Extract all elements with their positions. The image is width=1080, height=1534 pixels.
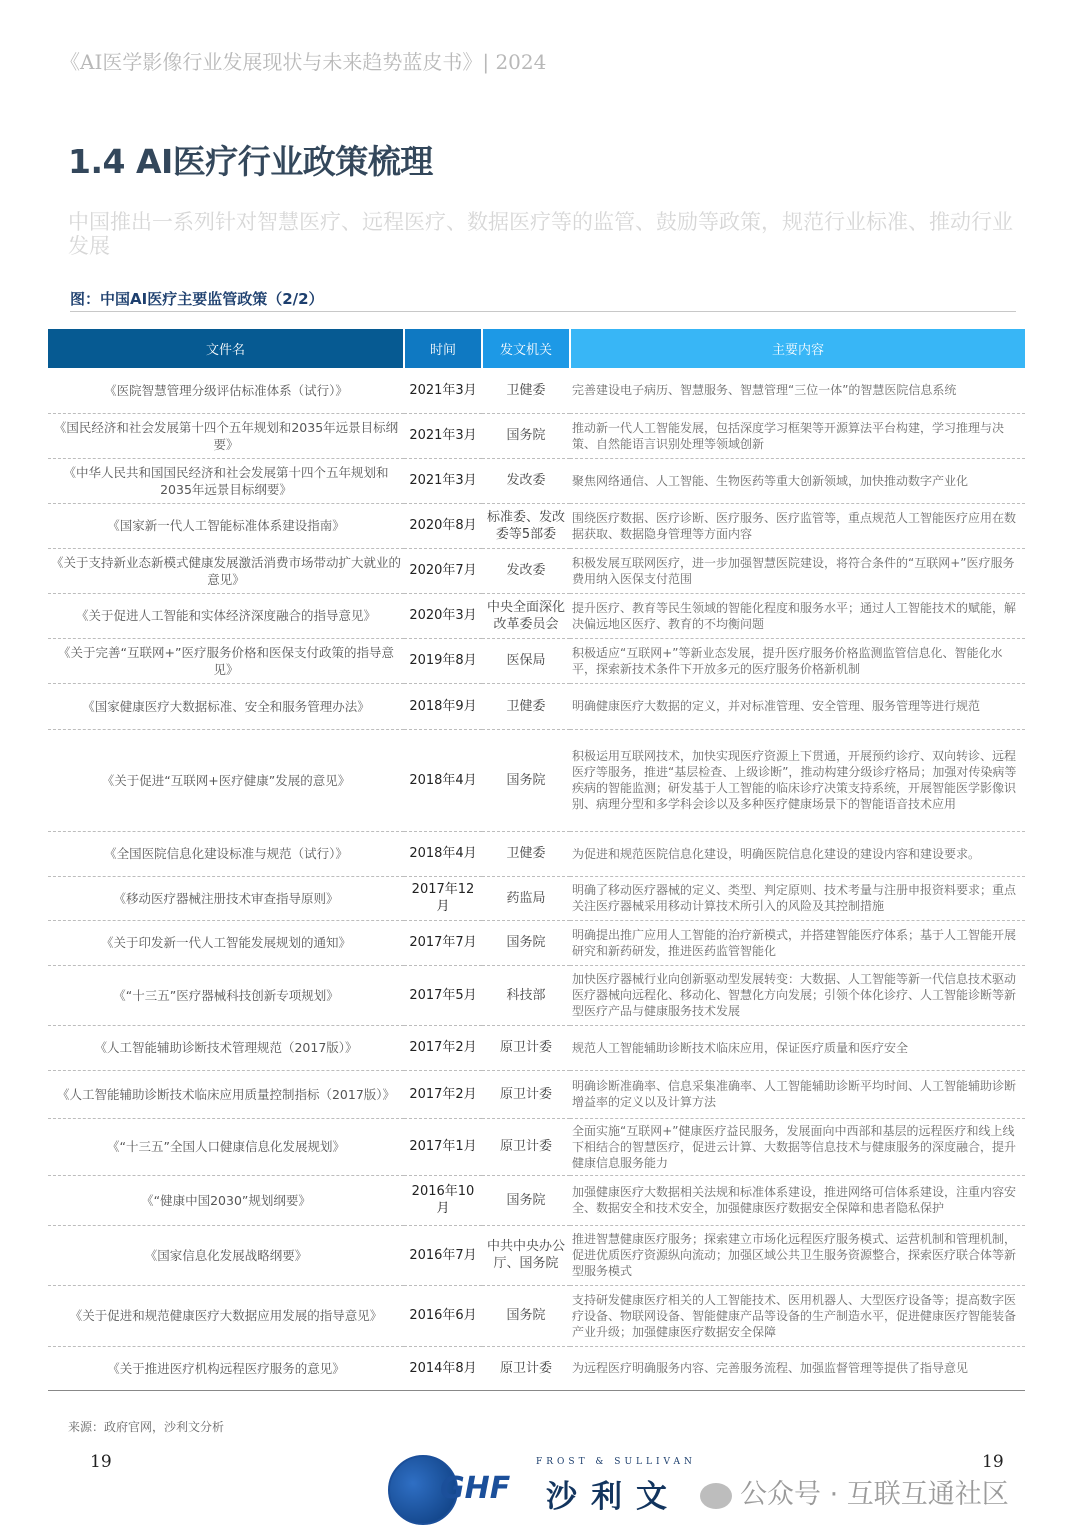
main-content-cell: 明确提出推广应用人工智能的治疗新模式，并搭建智能医疗体系；基于人工智能开展研究和新药研发，推进医药监管智能化 bbox=[570, 920, 1025, 965]
main-content-cell: 积极适应“互联网+”等新业态发展，提升医疗服务价格监测监管信息化、智能化水平，探索新技术条件下开放多元的医疗服务价格新机制 bbox=[570, 638, 1025, 683]
column-header-main-content: 主要内容 bbox=[570, 329, 1025, 368]
issuing-authority-cell: 国务院 bbox=[482, 1175, 570, 1225]
document-name-cell: 《关于支持新业态新模式健康发展激活消费市场带动扩大就业的意见》 bbox=[48, 548, 404, 593]
time-cell: 2017年2月 bbox=[404, 1025, 482, 1070]
table-row bbox=[48, 638, 1025, 683]
time-cell: 2017年2月 bbox=[404, 1070, 482, 1118]
table-row bbox=[48, 920, 1025, 965]
table-row bbox=[48, 368, 1025, 413]
issuing-authority-cell: 卫健委 bbox=[482, 368, 570, 413]
column-header-document-name: 文件名 bbox=[48, 329, 404, 368]
main-content-cell: 加强健康医疗大数据相关法规和标准体系建设，推进网络可信体系建设，注重内容安全、数据安全和技术安全，加强健康医疗数据安全保障和患者隐私保护 bbox=[570, 1175, 1025, 1225]
main-content-cell: 推进智慧健康医疗服务；探索建立市场化远程医疗服务模式、运营机制和管理机制，促进优质医疗资源纵向流动；加强区域公共卫生服务资源整合，探索医疗联合体等新型服务模式 bbox=[570, 1225, 1025, 1285]
main-content-cell: 为促进和规范医院信息化建设，明确医院信息化建设的建设内容和建设要求。 bbox=[570, 831, 1025, 876]
document-name-cell: 《“十三五”全国人口健康信息化发展规划》 bbox=[48, 1118, 404, 1175]
time-cell: 2020年8月 bbox=[404, 503, 482, 548]
document-name-cell: 《关于促进“互联网+医疗健康”发展的意见》 bbox=[48, 729, 404, 831]
section-title: 1.4 AI医疗行业政策梳理 bbox=[68, 142, 433, 181]
running-header: 《AI医学影像行业发展现状与未来趋势蓝皮书》| 2024 bbox=[60, 50, 547, 74]
time-cell: 2017年12月 bbox=[404, 876, 482, 920]
policy-table bbox=[48, 329, 1025, 1391]
main-content-cell: 聚焦网络通信、人工智能、生物医药等重大创新领域，加快推动数字产业化 bbox=[570, 458, 1025, 503]
issuing-authority-cell: 中共中央办公厅、国务院 bbox=[482, 1225, 570, 1285]
figure-title-divider bbox=[70, 311, 1016, 312]
main-content-cell: 全面实施“互联网+”健康医疗益民服务，发展面向中西部和基层的远程医疗和线上线下相结合的智慧医疗，促进云计算、大数据等信息技术与健康服务的深度融合，提升健康信息服务能力 bbox=[570, 1118, 1025, 1175]
issuing-authority-cell: 原卫计委 bbox=[482, 1025, 570, 1070]
issuing-authority-cell: 中央全面深化改革委员会 bbox=[482, 593, 570, 638]
document-name-cell: 《中华人民共和国国民经济和社会发展第十四个五年规划和2035年远景目标纲要》 bbox=[48, 458, 404, 503]
issuing-authority-cell: 药监局 bbox=[482, 876, 570, 920]
document-name-cell: 《关于促进人工智能和实体经济深度融合的指导意见》 bbox=[48, 593, 404, 638]
table-row bbox=[48, 593, 1025, 638]
main-content-cell: 积极运用互联网技术，加快实现医疗资源上下贯通，开展预约诊疗、双向转诊、远程医疗等服务，推进“基层检查、上级诊断”，推动构建分级诊疗格局；加强对传染病等疾病的智能监测；研发基于人工智能的临床诊疗决策支持系统，开展智能医学影像识别、病理分型和多学科会诊以及多种医疗健康场景下的智能语音技术应用 bbox=[570, 729, 1025, 831]
time-cell: 2020年7月 bbox=[404, 548, 482, 593]
main-content-cell: 积极发展互联网医疗，进一步加强智慧医院建设，将符合条件的“互联网+”医疗服务费用纳入医保支付范围 bbox=[570, 548, 1025, 593]
issuing-authority-cell: 国务院 bbox=[482, 920, 570, 965]
table-row bbox=[48, 1025, 1025, 1070]
table-row bbox=[48, 683, 1025, 729]
source-note: 来源：政府官网，沙利文分析 bbox=[68, 1420, 225, 1434]
issuing-authority-cell: 原卫计委 bbox=[482, 1346, 570, 1390]
time-cell: 2021年3月 bbox=[404, 368, 482, 413]
document-name-cell: 《全国医院信息化建设标准与规范（试行）》 bbox=[48, 831, 404, 876]
table-row bbox=[48, 1346, 1025, 1390]
table-row bbox=[48, 458, 1025, 503]
issuing-authority-cell: 卫健委 bbox=[482, 831, 570, 876]
main-content-cell: 推动新一代人工智能发展，包括深度学习框架等开源算法平台构建，学习推理与决策、自然能语言识别处理等领域创新 bbox=[570, 413, 1025, 458]
table-row bbox=[48, 1118, 1025, 1175]
time-cell: 2016年7月 bbox=[404, 1225, 482, 1285]
table-row bbox=[48, 1175, 1025, 1225]
main-content-cell: 围绕医疗数据、医疗诊断、医疗服务、医疗监管等，重点规范人工智能医疗应用在数据获取、数据隐身管理等方面内容 bbox=[570, 503, 1025, 548]
time-cell: 2017年5月 bbox=[404, 965, 482, 1025]
column-header-time: 时间 bbox=[404, 329, 482, 368]
table-row bbox=[48, 876, 1025, 920]
table-body bbox=[48, 368, 1025, 1390]
main-content-cell: 加快医疗器械行业向创新驱动型发展转变：大数据、人工智能等新一代信息技术驱动医疗器械向远程化、移动化、智慧化方向发展；引领个体化诊疗、人工智能诊断等新型医疗产品与健康服务技术发展 bbox=[570, 965, 1025, 1025]
issuing-authority-cell: 医保局 bbox=[482, 638, 570, 683]
time-cell: 2018年9月 bbox=[404, 683, 482, 729]
main-content-cell: 提升医疗、教育等民生领域的智能化程度和服务水平；通过人工智能技术的赋能，解决偏远地区医疗、教育的不均衡问题 bbox=[570, 593, 1025, 638]
ghf-logo-text: GHF bbox=[440, 1471, 511, 1506]
figure-title: 图：中国AI医疗主要监管政策（2/2） bbox=[70, 290, 324, 308]
time-cell: 2018年4月 bbox=[404, 729, 482, 831]
section-subtitle: 中国推出一系列针对智慧医疗、远程医疗、数据医疗等的监管、鼓励等政策，规范行业标准、推动行业发展 bbox=[68, 210, 1013, 258]
shaliwen-logo-text: 沙利文 bbox=[546, 1479, 681, 1515]
document-name-cell: 《人工智能辅助诊断技术管理规范（2017版）》 bbox=[48, 1025, 404, 1070]
issuing-authority-cell: 国务院 bbox=[482, 1285, 570, 1346]
wechat-icon bbox=[700, 1483, 732, 1509]
watermark bbox=[700, 1472, 1009, 1511]
table-row bbox=[48, 503, 1025, 548]
watermark-text: 公众号 · 互联互通社区 bbox=[740, 1479, 1009, 1510]
issuing-authority-cell: 国务院 bbox=[482, 729, 570, 831]
document-name-cell: 《“十三五”医疗器械科技创新专项规划》 bbox=[48, 965, 404, 1025]
time-cell: 2017年1月 bbox=[404, 1118, 482, 1175]
main-content-cell: 明确了移动医疗器械的定义、类型、判定原则、技术考量与注册申报资料要求；重点关注医疗器械采用移动计算技术所引入的风险及其控制措施 bbox=[570, 876, 1025, 920]
document-name-cell: 《国民经济和社会发展第十四个五年规划和2035年远景目标纲要》 bbox=[48, 413, 404, 458]
document-name-cell: 《关于推进医疗机构远程医疗服务的意见》 bbox=[48, 1346, 404, 1390]
table-row bbox=[48, 831, 1025, 876]
time-cell: 2017年7月 bbox=[404, 920, 482, 965]
document-name-cell: 《关于促进和规范健康医疗大数据应用发展的指导意见》 bbox=[48, 1285, 404, 1346]
document-name-cell: 《国家信息化发展战略纲要》 bbox=[48, 1225, 404, 1285]
time-cell: 2018年4月 bbox=[404, 831, 482, 876]
issuing-authority-cell: 发改委 bbox=[482, 548, 570, 593]
time-cell: 2014年8月 bbox=[404, 1346, 482, 1390]
time-cell: 2019年8月 bbox=[404, 638, 482, 683]
document-name-cell: 《国家新一代人工智能标准体系建设指南》 bbox=[48, 503, 404, 548]
time-cell: 2016年6月 bbox=[404, 1285, 482, 1346]
document-name-cell: 《关于完善“互联网+”医疗服务价格和医保支付政策的指导意见》 bbox=[48, 638, 404, 683]
table-row bbox=[48, 548, 1025, 593]
table-row bbox=[48, 729, 1025, 831]
main-content-cell: 明确诊断准确率、信息采集准确率、人工智能辅助诊断平均时间、人工智能辅助诊断增益率的定义以及计算方法 bbox=[570, 1070, 1025, 1118]
main-content-cell: 完善建设电子病历、智慧服务、智慧管理“三位一体”的智慧医院信息系统 bbox=[570, 368, 1025, 413]
table-row bbox=[48, 1285, 1025, 1346]
main-content-cell: 为远程医疗明确服务内容、完善服务流程、加强监督管理等提供了指导意见 bbox=[570, 1346, 1025, 1390]
table-row bbox=[48, 1070, 1025, 1118]
issuing-authority-cell: 卫健委 bbox=[482, 683, 570, 729]
main-content-cell: 支持研发健康医疗相关的人工智能技术、医用机器人、大型医疗设备等；提高数字医疗设备、物联网设备、智能健康产品等设备的生产制造水平，促进健康医疗智能装备产业升级；加强健康医疗数据安全保障 bbox=[570, 1285, 1025, 1346]
document-name-cell: 《关于印发新一代人工智能发展规划的通知》 bbox=[48, 920, 404, 965]
main-content-cell: 规范人工智能辅助诊断技术临床应用，保证医疗质量和医疗安全 bbox=[570, 1025, 1025, 1070]
issuing-authority-cell: 原卫计委 bbox=[482, 1070, 570, 1118]
table-row bbox=[48, 413, 1025, 458]
table-row bbox=[48, 965, 1025, 1025]
frost-sullivan-logo-text: FROST & SULLIVAN bbox=[536, 1457, 696, 1467]
document-name-cell: 《国家健康医疗大数据标准、安全和服务管理办法》 bbox=[48, 683, 404, 729]
main-content-cell: 明确健康医疗大数据的定义，并对标准管理、安全管理、服务管理等进行规范 bbox=[570, 683, 1025, 729]
issuing-authority-cell: 科技部 bbox=[482, 965, 570, 1025]
document-name-cell: 《人工智能辅助诊断技术临床应用质量控制指标（2017版）》 bbox=[48, 1070, 404, 1118]
page-number-right: 19 bbox=[982, 1452, 1004, 1472]
issuing-authority-cell: 国务院 bbox=[482, 413, 570, 458]
issuing-authority-cell: 原卫计委 bbox=[482, 1118, 570, 1175]
issuing-authority-cell: 标准委、发改委等5部委 bbox=[482, 503, 570, 548]
time-cell: 2016年10月 bbox=[404, 1175, 482, 1225]
document-name-cell: 《移动医疗器械注册技术审查指导原则》 bbox=[48, 876, 404, 920]
document-name-cell: 《医院智慧管理分级评估标准体系（试行）》 bbox=[48, 368, 404, 413]
time-cell: 2021年3月 bbox=[404, 458, 482, 503]
table-row bbox=[48, 1225, 1025, 1285]
page-number-left: 19 bbox=[90, 1452, 112, 1472]
time-cell: 2020年3月 bbox=[404, 593, 482, 638]
column-header-issuing-authority: 发文机关 bbox=[482, 329, 570, 368]
issuing-authority-cell: 发改委 bbox=[482, 458, 570, 503]
document-name-cell: 《“健康中国2030”规划纲要》 bbox=[48, 1175, 404, 1225]
time-cell: 2021年3月 bbox=[404, 413, 482, 458]
table-header-row bbox=[48, 329, 1025, 368]
